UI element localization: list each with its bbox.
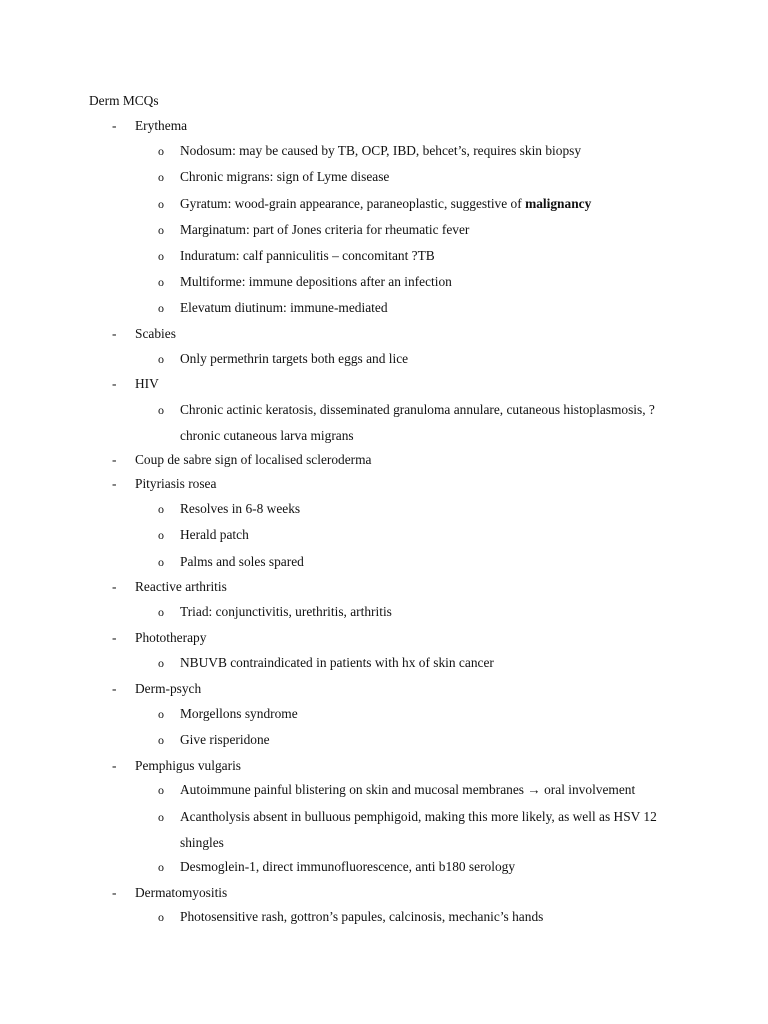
circle-bullet: o: [158, 502, 164, 516]
dash-bullet: -: [112, 681, 117, 696]
list-item-continuation: chronic cutaneous larva migrans: [180, 428, 354, 443]
page-title: Derm MCQs: [89, 93, 159, 108]
dash-bullet: -: [112, 476, 117, 491]
circle-bullet: o: [158, 605, 164, 619]
dash-bullet: -: [112, 885, 117, 900]
dash-bullet: -: [112, 579, 117, 594]
circle-bullet: o: [158, 783, 164, 797]
bold-emphasis: malignancy: [525, 196, 592, 211]
circle-bullet: o: [158, 656, 164, 670]
circle-bullet: o: [158, 555, 164, 569]
dash-bullet: -: [112, 326, 117, 341]
circle-bullet: o: [158, 275, 164, 289]
dash-bullet: -: [112, 452, 117, 467]
circle-bullet: o: [158, 223, 164, 237]
circle-bullet: o: [158, 733, 164, 747]
document-page: Derm MCQs - Erythema o Nodosum: may be caused by TB, OCP, IBD, behcet’s, requires skin biopsy o Chronic migrans: sign of Lyme disease o Gyratum: wood-grain appearance, paraneoplastic, suggestive of malignancy o Marginatum: part of Jones criteria for rheumatic fever o Induratum: calf panniculitis – concomitant ?TB o Multiforme: immune depositions after an infection o Elevatum diutinum: immune-mediated - Scabies o Only permethrin targets both eggs and lice - HIV o Chronic actinic keratosis, disseminated granuloma annulare, cutaneous histoplasmosis, ? chronic cutaneous larva migrans - Coup de sabre sign of localised scleroderma - Pityriasis rosea o Resolves in 6-8 weeks o Herald patch o Palms and soles spared - Reactive arthritis o Triad: conjunctivitis, urethritis, arthritis - Phototherapy o NBUVB contraindicated in patients with hx of skin cancer - Derm-psych o Morgellons syndrome o Give risperidone - Pemphigus vulgaris o Autoimmune painful blistering on skin and mucosal membranes → oral involvement o Acantholysis absent in bulluous pemphigoid, making this more likely, as well as HSV 12 shingles o Desmoglein-1, direct immunofluorescence, anti b180 serology - Dermatomyositis o Photosensitive rash, gottron’s papules, calcinosis, mechanic’s hands: [89, 93, 657, 924]
circle-bullet: o: [158, 301, 164, 315]
dash-bullet: -: [112, 376, 117, 391]
circle-bullet: o: [158, 910, 164, 924]
circle-bullet: o: [158, 403, 164, 417]
list-item-continuation: shingles: [180, 835, 224, 850]
circle-bullet: o: [158, 144, 164, 158]
circle-bullet: o: [158, 352, 164, 366]
circle-bullet: o: [158, 170, 164, 184]
circle-bullet: o: [158, 810, 164, 824]
dash-bullet: -: [112, 758, 117, 773]
dash-bullet: -: [112, 118, 117, 133]
circle-bullet: o: [158, 249, 164, 263]
circle-bullet: o: [158, 528, 164, 542]
circle-bullet: o: [158, 707, 164, 721]
circle-bullet: o: [158, 197, 164, 211]
circle-bullet: o: [158, 860, 164, 874]
dash-bullet: -: [112, 630, 117, 645]
